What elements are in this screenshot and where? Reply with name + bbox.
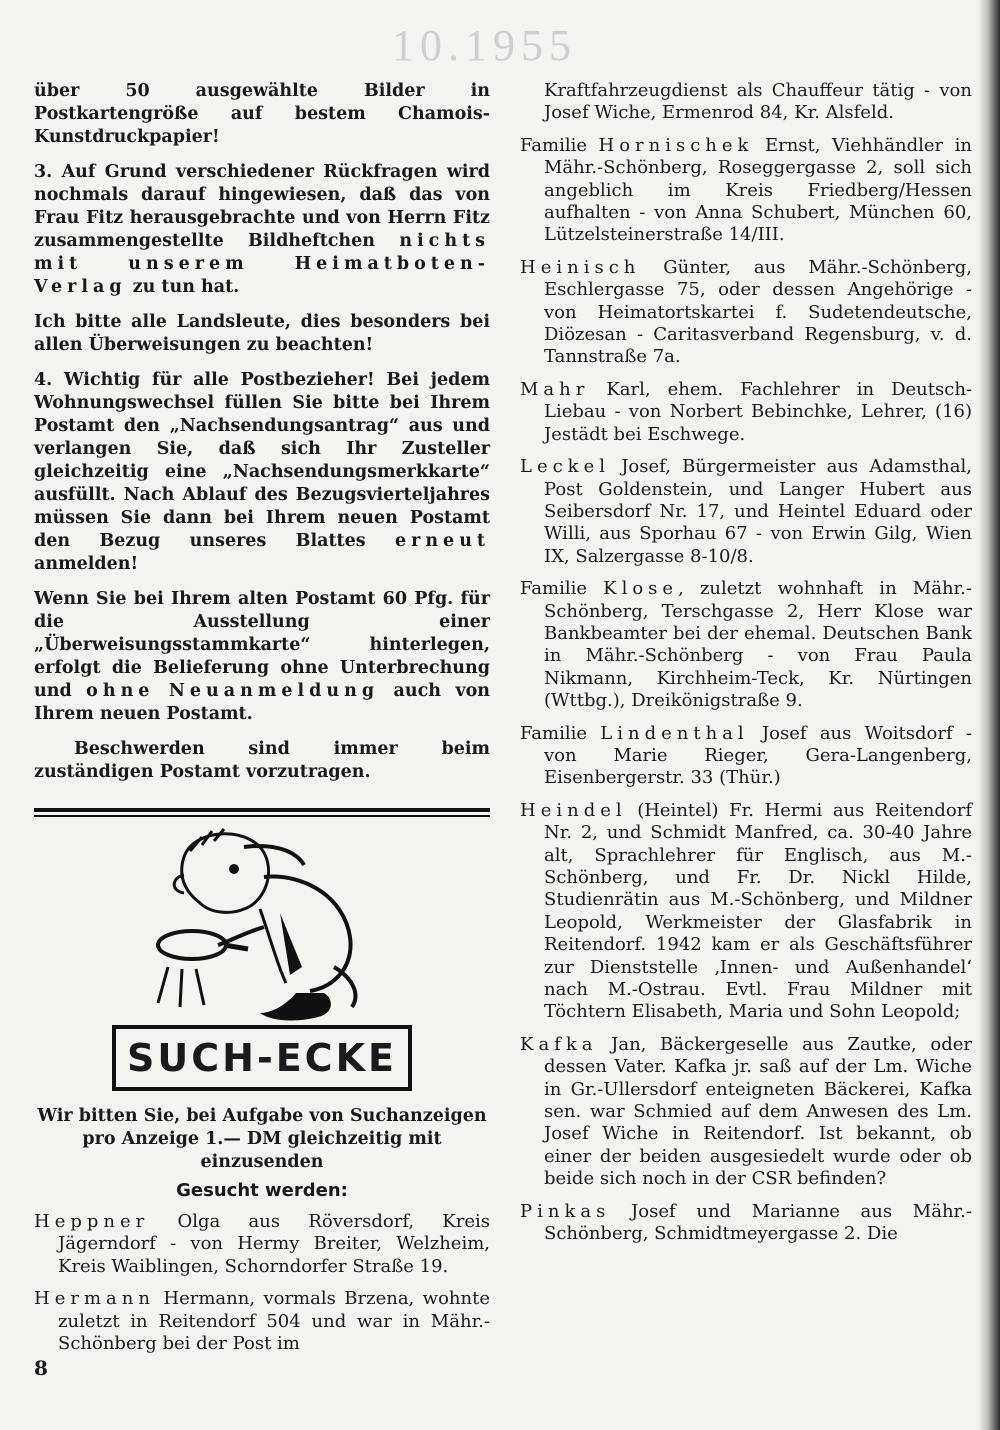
postamt-end: auch von Ihrem neuen Postamt. [34,681,491,724]
list-item [520,723,972,790]
entry-name: Heppner [34,1211,150,1232]
postamt-text: Wenn Sie bei Ihrem alten Postamt 60 Pfg. für die Ausstellung einer „Überweisungsstammkarte“ hinterlegen, erfolgt die Belieferung ohne Unterbrechung und [34,589,490,701]
list-item [520,379,972,446]
entry-name: Heindel [520,799,627,821]
such-ecke-box [112,1025,412,1091]
complaints-paragraph: Beschwerden sind immer beim zuständigen Postamt vorzutragen. [34,739,490,782]
list-item [520,1201,972,1246]
point-4-spaced: erneut [394,531,491,551]
entry-text: Josef aus Woitsdorf - von Marie Rieger, Gera-Langenberg, Eisenbergerstr. 33 (Thür.) [544,722,972,789]
entry-name: Klose [603,578,679,600]
list-item [520,257,972,369]
left-column [34,80,490,1365]
entry-text: , zuletzt wohnhaft in Mähr.-Schönberg, Terschgasse 2, Herr Klose war Bankbeamter bei der ehemal. Deutschen Bank in Mähr.-Schönberg - von Frau Paula Nikmann, Kirchheim-Teck, Kr. Nürtingen (Wttbg.), Dreikönigstraße 9. [544,578,972,712]
landsleute-paragraph: Ich bitte alle Landsleute, dies besonders bei allen Überweisungen zu beachten! [34,312,490,355]
entry-text: Jan, Bäckergeselle aus Zautke, oder dessen Vater. Kafka jr. saß auf der Lm. Wiche in Gr.-Ullersdorf enteigneten Bäckerei, Kafka sen. war Schmied auf dem Anwesen des Lm. Josef Wiche in Reitendorf. Ist bekannt, ob einer der beiden ausgesiedelt wurde oder ob beide sich noch in der CSR befinden? [544,1033,972,1190]
list-item [520,456,972,568]
list-item [34,1288,490,1355]
entry-name: Hornischek [598,134,754,156]
entry-name: Kafka [520,1033,598,1055]
date-stamp: 10.1955 [392,21,577,70]
right-column [520,80,972,1256]
entry-prefix: Familie [520,134,587,156]
entry-name: Hermann [34,1288,155,1310]
list-item [520,578,972,712]
point-3-paragraph [34,161,490,299]
point-3-spaced: nichts mit unserem Heimatboten-Verlag [34,231,490,297]
list-item [34,1211,490,1278]
entry-name: Pinkas [520,1200,611,1222]
point-4-paragraph [34,369,490,576]
intro-paragraph: über 50 ausgewählte Bilder in Postkartengröße auf bestem Chamois-Kunstdruckpapier! [34,81,490,147]
point-3-text: 3. Auf Grund verschiedener Rückfragen wird nochmals darauf hingewiesen, daß das von Frau Fitz herausgebrachte und von Herrn Fitz zusammengestellte Bildheftchen [34,162,490,251]
such-ecke-label: SUCH-ECKE [127,1036,397,1080]
ad-notice: Wir bitten Sie, bei Aufgabe von Suchanzeigen pro Anzeige 1.— DM gleichzeitig mit einzusenden [37,1106,487,1172]
entry-name: Heinisch [520,256,641,278]
postamt-paragraph [34,588,490,726]
page-number: 8 [34,1356,48,1380]
list-item [520,1034,972,1191]
postamt-spaced-2: Neuanmeldung [168,681,380,701]
entry-text: Josef, Bürgermeister aus Adamsthal, Post Goldenstein, und Langer Hubert aus Seibersdorf Nr. 17, und Heintel Eduard oder Willi, aus Sporhau 67 - von Erwin Gilg, Wien IX, Salzergasse 8-10/8. [544,456,972,567]
point-3-end: zu tun hat. [132,277,240,297]
entry-name: Lindenthal [600,722,749,744]
entry-text: Josef und Marianne aus Mähr.-Schönberg, Schmidtmeyergasse 2. Die [544,1200,972,1245]
entry-text: Hermann, vormals Brzena, wohnte zuletzt in Reitendorf 504 und war in Mähr.-Schönberg bei der Post im [58,1288,490,1355]
entry-text: (Heintel) Fr. Hermi aus Reitendorf Nr. 2, und Schmidt Manfred, ca. 30-40 Jahre alt, Sprachlehrer für Englisch, aus M.-Schönberg, und Fr. Dr. Nickl Hilde, Studienrätin aus M.-Schönberg, und Mildner Leopold, Werkmeister der Glasfabrik in Reitendorf. 1942 kam er als Geschäftsführer zur Dienststelle ‚Innen- und Außenhandel‘ nach M.-Ostrau. Evtl. Frau Mildner mit Töchtern Elisabeth, Maria und Sohn Leopold; [544,799,972,1023]
point-4-end: anmelden! [34,554,139,574]
list-item [520,800,972,1024]
entry-name: Mahr [520,378,590,400]
entry-text: Olga aus Röversdorf, Kreis Jägerndorf - von Hermy Breiter, Welzheim, Kreis Waiblingen, Schorndorfer Straße 19. [58,1211,490,1277]
list-item [520,135,972,247]
continued-entry: Kraftfahrzeugdienst als Chauffeur tätig - von Josef Wiche, Ermenrod 84, Kr. Alsfeld. [544,80,972,124]
section-divider-thick [34,808,490,812]
detective-cartoon-icon [34,817,490,1037]
entry-prefix: Familie [520,722,587,744]
entry-name: Leckel [520,456,611,478]
such-ecke-illustration [34,817,490,1037]
entry-text: Karl, ehem. Fachlehrer in Deutsch-Liebau - von Norbert Bebinchke, Lehrer, (16) Jestädt bei Eschwege. [544,378,972,445]
gesucht-heading: Gesucht werden: [176,1180,348,1201]
entry-prefix: Familie [520,578,587,600]
postamt-spaced-1: ohne [86,681,155,701]
entry-text: Günter, aus Mähr.-Schönberg, Eschlergasse 75, oder dessen Angehörige - von Heimatortskartei f. Sudetendeutsche, Diözesan - Caritasverband Regensburg, v. d. Tannstraße 7a. [544,256,972,368]
binding-edge [978,0,1000,1430]
point-4-text: 4. Wichtig für alle Postbezieher! Bei jedem Wohnungswechsel füllen Sie bitte bei Ihrem Postamt den „Nachsendungsantrag“ aus und verlangen Sie, daß sich Ihr Zusteller gleichzeitig eine „Nachsendungsmerkkarte“ ausfüllt. Nach Ablauf des Bezugsvierteljahres müssen Sie dann bei Ihrem neuen Postamt den Bezug unseres Blattes [34,370,490,551]
entry-text: Ernst, Viehhändler in Mähr.-Schönberg, Roseggergasse 2, soll sich angeblich im Kreis Friedberg/Hessen aufhalten - von Anna Schubert, München 60, Lützelsteinerstraße 14/III. [544,134,972,246]
